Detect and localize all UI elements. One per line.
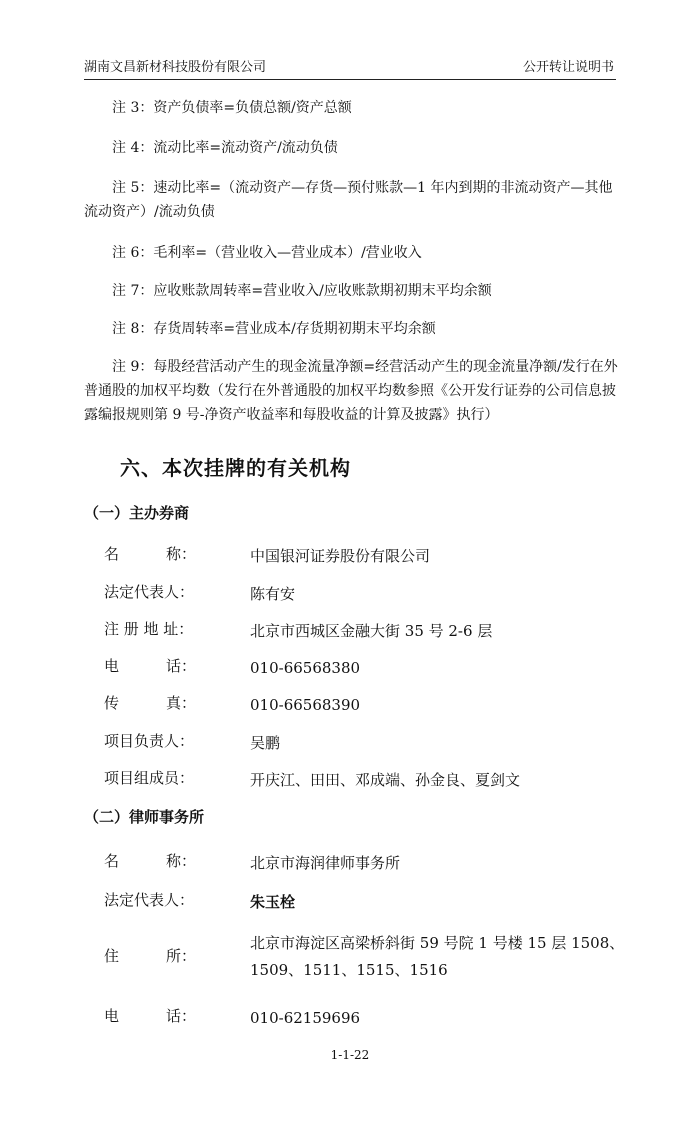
page-number: 1-1-22: [330, 1048, 370, 1062]
note-7-text: 注 7：应收账款周转率=营业收入/应收账款期初期末平均余额: [112, 283, 492, 299]
law-name-label: 名 称：: [104, 852, 196, 870]
law-addr: 北京市海淀区高梁桥斜街 59 号院 1 号楼 15 层 1508、1509、1511、1515、1516: [250, 934, 625, 979]
law-addr-label: 住 所：: [104, 947, 196, 965]
law-rep: 朱玉栓: [250, 893, 296, 911]
note-4-text: 注 4：流动比率=流动资产/流动负债: [112, 140, 338, 156]
broker-tel-label: 电 话：: [104, 657, 196, 675]
broker-lead-label: 项目负责人：: [104, 732, 195, 750]
header-doc-title: 公开转让说明书: [522, 60, 614, 75]
note-5: [84, 176, 619, 224]
broker-tel: 010-66568380: [250, 659, 361, 677]
note-6-text: 注 6：毛利率=（营业收入—营业成本）/营业收入: [112, 245, 422, 261]
header-divider: [84, 79, 616, 80]
broker-addr-label: 注 册 地 址：: [104, 620, 194, 638]
broker-fax-label: 传 真：: [104, 694, 196, 712]
law-rep-label: 法定代表人：: [104, 891, 195, 909]
note-9-text: 注 9：每股经营活动产生的现金流量净额=经营活动产生的现金流量净额/发行在外普通股的加权平均数（发行在外普通股的加权平均数参照《公开发行证券的公司信息披露编报规则第 9 号-净资产收益率和每股收益的计算及披露》执行）: [84, 359, 618, 423]
broker-heading: （一）主办券商: [84, 504, 190, 522]
broker-fax: 010-66568390: [250, 696, 361, 714]
broker-name: 中国银河证券股份有限公司: [250, 547, 431, 565]
note-5-text: 注 5：速动比率=（流动资产—存货—预付账款—1 年内到期的非流动资产—其他流动资产）/流动负债: [84, 180, 613, 220]
broker-addr: 北京市西城区金融大街 35 号 2-6 层: [250, 622, 493, 640]
note-3-text: 注 3：资产负债率=负债总额/资产总额: [112, 100, 352, 116]
note-9: [84, 355, 619, 427]
law-tel: 010-62159696: [250, 1009, 361, 1027]
header-company: 湖南文昌新材科技股份有限公司: [84, 60, 267, 75]
section-title: 六、本次挂牌的有关机构: [120, 456, 351, 480]
note-7: [84, 279, 619, 303]
broker-members-label: 项目组成员：: [104, 769, 195, 787]
note-4: [84, 136, 619, 160]
broker-rep-label: 法定代表人：: [104, 583, 195, 601]
broker-name-label: 名 称：: [104, 545, 196, 563]
law-name: 北京市海润律师事务所: [250, 854, 401, 872]
law-tel-label: 电 话：: [104, 1007, 196, 1025]
broker-members: 开庆江、田田、邓成端、孙金良、夏剑文: [250, 771, 521, 789]
note-8-text: 注 8：存货周转率=营业成本/存货期初期末平均余额: [112, 321, 436, 337]
note-8: [84, 317, 619, 341]
note-6: [84, 241, 619, 265]
broker-lead: 吴鹏: [250, 734, 281, 752]
broker-rep: 陈有安: [250, 585, 296, 603]
note-3: [84, 96, 619, 120]
law-firm-heading: （二）律师事务所: [84, 808, 205, 826]
